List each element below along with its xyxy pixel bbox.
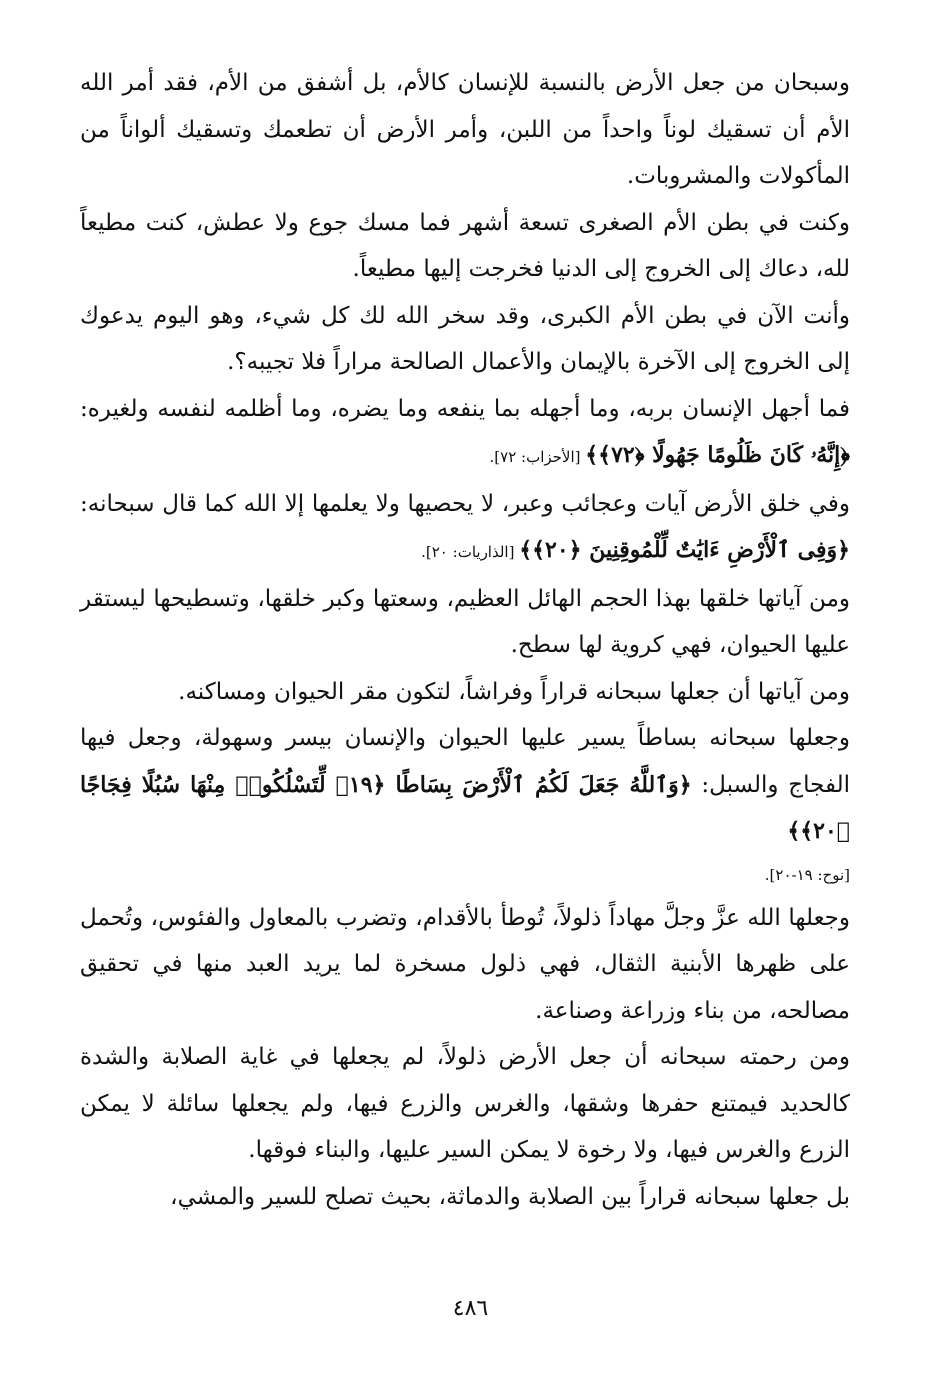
paragraph-text: وأنت الآن في بطن الأم الكبرى، وقد سخر الله لك كل شيء، وهو اليوم يدعوك إلى الخروج إلى الآخرة بالإيمان والأعمال الصالحة مراراً فلا تجيبه؟. (80, 302, 850, 375)
paragraph-size (80, 576, 850, 669)
quran-verse: ﴿وَٱللَّهُ جَعَلَ لَكُمُ ٱلْأَرْضَ بِسَاطًا ﴿١٩﴾ لِّتَسْلُكُوا۟ مِنْهَا سُبُلًا فِجَاجًا ﴿٢٠﴾﴾ (80, 771, 850, 844)
paragraph-text: ومن آياتها خلقها بهذا الحجم الهائل العظيم، وسعتها وكبر خلقها، وتسطيحها ليستقر عليها الحيوان، فهي كروية لها سطح. (80, 585, 850, 658)
paragraph-text: ومن رحمته سبحانه أن جعل الأرض ذلولاً، لم يجعلها في غاية الصلابة والشدة كالحديد فيمتنع حفرها وشقها، والغرس والزرع فيها، ولم يجعلها سائلة لا يمكن الزرع والغرس فيها، ولا رخوة لا يمكن السير عليها، والبناء فوقها. (80, 1044, 850, 1163)
page-body (80, 60, 850, 1220)
paragraph-small-womb (80, 200, 850, 293)
paragraph-carpet (80, 715, 850, 855)
paragraph-text: بل جعلها سبحانه قراراً بين الصلابة والدماثة، بحيث تصلح للسير والمشي، (170, 1183, 850, 1210)
paragraph-text: فما أجهل الإنسان بربه، وما أجهله بما ينفعه وما يضره، وما أظلمه لنفسه ولغيره: (80, 395, 850, 422)
quran-verse: ﴿إِنَّهُۥ كَانَ ظَلُومًا جَهُولًا ﴿٧٢﴾﴾ (585, 442, 850, 468)
paragraph-dwelling (80, 669, 850, 716)
paragraph-text: وسبحان من جعل الأرض بالنسبة للإنسان كالأم، بل أشفق من الأم، فقد أمر الله الأم أن تسقيك لوناً واحداً من اللبن، وأمر الأرض أن تطعمك وتسقيك ألواناً من المأكولات والمشروبات. (80, 70, 850, 189)
paragraph-text: ومن آياتها أن جعلها سبحانه قراراً وفراشاً، لتكون مقر الحيوان ومساكنه. (178, 678, 850, 705)
quran-verse: ﴿وَفِى ٱلْأَرْضِ ءَايَٰتٌ لِّلْمُوقِنِينَ ﴿٢٠﴾﴾ (519, 537, 850, 563)
paragraph-ignorance (80, 386, 850, 481)
paragraph-signs (80, 481, 850, 576)
paragraph-balance (80, 1174, 850, 1221)
paragraph-tamed (80, 895, 850, 1035)
verse-reference: [الأحزاب: ٧٢]. (489, 448, 586, 466)
verse-reference: [الذاريات: ٢٠]. (421, 543, 520, 561)
paragraph-mercy (80, 1034, 850, 1174)
paragraph-earth-as-mother (80, 60, 850, 200)
page-number: ٤٨٦ (452, 1296, 489, 1321)
paragraph-text: وفي خلق الأرض آيات وعجائب وعبر، لا يحصيها ولا يعلمها إلا الله كما قال سبحانه: (80, 490, 850, 517)
verse-reference-nuh: [نوح: ١٩-٢٠]. (764, 865, 850, 884)
paragraph-text: وجعلها الله عزَّ وجلَّ مهاداً ذلولاً، تُوطأ بالأقدام، وتضرب بالمعاول والفئوس، وتُحمل على ظهرها الأبنية الثقال، فهي ذلول مسخرة لما يريد العبد منها في تحقيق مصالحه، من بناء وزراعة وصناعة. (80, 904, 850, 1024)
paragraph-text: وكنت في بطن الأم الصغرى تسعة أشهر فما مسك جوع ولا عطش، كنت مطيعاً لله، دعاك إلى الخروج إلى الدنيا فخرجت إليها مطيعاً. (80, 209, 850, 282)
paragraph-big-womb (80, 293, 850, 386)
paragraph-text: وجعلها سبحانه بساطاً يسير عليها الحيوان والإنسان بيسر وسهولة، وجعل فيها الفجاج والسبل: (80, 725, 850, 798)
